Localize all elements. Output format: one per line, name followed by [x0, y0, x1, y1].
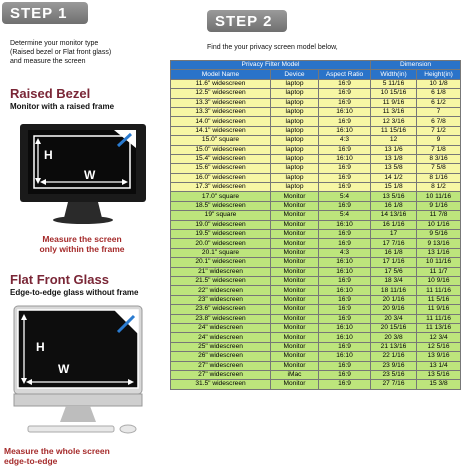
- width-cell: 20 1/16: [371, 295, 417, 304]
- intro-text: Determine your monitor type (Raised bezel or Flat front glass) and measure the screen: [10, 40, 112, 65]
- width-cell: 10 15/16: [371, 89, 417, 98]
- table-row: [171, 333, 461, 342]
- raised-height-label: H: [44, 148, 53, 162]
- table-row: [171, 145, 461, 154]
- aspect-ratio-cell: 5:4: [319, 192, 371, 201]
- table-row: [171, 117, 461, 126]
- device-cell: laptop: [271, 164, 319, 173]
- device-cell: laptop: [271, 183, 319, 192]
- width-cell: 5 11/16: [371, 79, 417, 88]
- aspect-ratio-cell: 16:9: [319, 79, 371, 88]
- aspect-ratio-cell: 16:10: [319, 323, 371, 332]
- width-cell: 17: [371, 230, 417, 239]
- table-row: [171, 183, 461, 192]
- flat-width-label: W: [58, 362, 70, 376]
- device-cell: Monitor: [271, 314, 319, 323]
- device-cell: Monitor: [271, 323, 319, 332]
- model-name-cell: 14.0" widescreen: [171, 117, 271, 126]
- aspect-ratio-cell: 4:3: [319, 248, 371, 257]
- height-cell: 9 1/16: [417, 201, 461, 210]
- model-name-cell: 12.5" widescreen: [171, 89, 271, 98]
- aspect-ratio-cell: 16:10: [319, 154, 371, 163]
- width-cell: 23 5/16: [371, 370, 417, 379]
- height-cell: 6 7/8: [417, 117, 461, 126]
- width-cell: 16 1/8: [371, 248, 417, 257]
- device-cell: Monitor: [271, 201, 319, 210]
- device-cell: Monitor: [271, 192, 319, 201]
- table-row: [171, 295, 461, 304]
- height-cell: 8 1/16: [417, 173, 461, 182]
- aspect-ratio-cell: 16:9: [319, 201, 371, 210]
- device-cell: Monitor: [271, 220, 319, 229]
- model-name-cell: 27" widescreen: [171, 361, 271, 370]
- width-cell: 14 13/16: [371, 211, 417, 220]
- device-cell: Monitor: [271, 286, 319, 295]
- dimension-group-header: Dimension: [371, 61, 461, 70]
- width-cell: 16 1/16: [371, 220, 417, 229]
- table-row: [171, 352, 461, 361]
- height-cell: 8 1/2: [417, 183, 461, 192]
- width-cell: 12: [371, 136, 417, 145]
- aspect-ratio-cell: 16:9: [319, 305, 371, 314]
- width-cell: 17 7/16: [371, 239, 417, 248]
- height-cell: 9 13/16: [417, 239, 461, 248]
- height-cell: 10 11/16: [417, 192, 461, 201]
- step1-badge: STEP 1: [2, 2, 88, 24]
- table-row: [171, 201, 461, 210]
- model-name-cell: 27" widescreen: [171, 370, 271, 379]
- device-cell: Monitor: [271, 248, 319, 257]
- table-row: [171, 98, 461, 107]
- model-name-cell: 21.5" widescreen: [171, 276, 271, 285]
- width-cell: 20 9/16: [371, 305, 417, 314]
- aspect-ratio-cell: 16:9: [319, 276, 371, 285]
- height-cell: 9: [417, 136, 461, 145]
- device-cell: Monitor: [271, 295, 319, 304]
- table-row: [171, 79, 461, 88]
- table-row: [171, 342, 461, 351]
- model-name-cell: 15.6" widescreen: [171, 164, 271, 173]
- height-cell: 7 1/2: [417, 126, 461, 135]
- table-row: [171, 211, 461, 220]
- model-name-cell: 23.6" widescreen: [171, 305, 271, 314]
- table-row: [171, 164, 461, 173]
- model-name-cell: 20.1" square: [171, 248, 271, 257]
- width-cell: 12 3/16: [371, 117, 417, 126]
- model-name-cell: 19.0" widescreen: [171, 220, 271, 229]
- model-name-cell: 15.0" widescreen: [171, 145, 271, 154]
- aspect-ratio-cell: 16:9: [319, 98, 371, 107]
- device-cell: laptop: [271, 126, 319, 135]
- device-cell: laptop: [271, 89, 319, 98]
- col-aspect-ratio: Aspect Ratio: [319, 70, 371, 79]
- width-cell: 14 1/2: [371, 173, 417, 182]
- device-cell: laptop: [271, 136, 319, 145]
- device-cell: laptop: [271, 117, 319, 126]
- table-row: [171, 258, 461, 267]
- model-name-cell: 17.0" square: [171, 192, 271, 201]
- table-row: [171, 370, 461, 379]
- aspect-ratio-cell: 16:9: [319, 380, 371, 389]
- model-group-header: Privacy Filter Model: [171, 61, 371, 70]
- device-cell: Monitor: [271, 276, 319, 285]
- model-name-cell: 11.6" widescreen: [171, 79, 271, 88]
- model-name-cell: 24" widescreen: [171, 333, 271, 342]
- model-name-cell: 13.3" widescreen: [171, 98, 271, 107]
- width-cell: 18 3/4: [371, 276, 417, 285]
- table-row: [171, 267, 461, 276]
- width-cell: 22 1/16: [371, 352, 417, 361]
- model-name-cell: 18.5" widescreen: [171, 201, 271, 210]
- model-name-cell: 31.5" widescreen: [171, 380, 271, 389]
- table-row: [171, 192, 461, 201]
- width-cell: 13 1/8: [371, 154, 417, 163]
- table-row: [171, 276, 461, 285]
- aspect-ratio-cell: 16:9: [319, 117, 371, 126]
- table-body: [171, 79, 461, 389]
- height-cell: 11 11/16: [417, 286, 461, 295]
- aspect-ratio-cell: 16:9: [319, 230, 371, 239]
- height-cell: 7: [417, 107, 461, 116]
- table-row: [171, 305, 461, 314]
- model-name-cell: 19.5" widescreen: [171, 230, 271, 239]
- aspect-ratio-cell: 16:9: [319, 295, 371, 304]
- height-cell: 7 5/8: [417, 164, 461, 173]
- width-cell: 18 11/16: [371, 286, 417, 295]
- width-cell: 23 9/16: [371, 361, 417, 370]
- width-cell: 13 5/16: [371, 192, 417, 201]
- device-cell: Monitor: [271, 305, 319, 314]
- table-row: [171, 361, 461, 370]
- table-row: [171, 323, 461, 332]
- raised-bezel-monitor-illustration: [18, 122, 148, 228]
- step2-badge: STEP 2: [207, 10, 287, 32]
- table-row: [171, 126, 461, 135]
- width-cell: 15 1/8: [371, 183, 417, 192]
- height-cell: 10 11/16: [417, 258, 461, 267]
- find-model-text: Find the your privacy screen model below,: [207, 44, 338, 51]
- table-row: [171, 286, 461, 295]
- width-cell: 11 15/16: [371, 126, 417, 135]
- width-cell: 16 1/8: [371, 201, 417, 210]
- height-cell: 13 5/16: [417, 370, 461, 379]
- model-name-cell: 17.3" widescreen: [171, 183, 271, 192]
- table-row: [171, 220, 461, 229]
- device-cell: laptop: [271, 145, 319, 154]
- aspect-ratio-cell: 16:10: [319, 286, 371, 295]
- device-cell: laptop: [271, 154, 319, 163]
- raised-bezel-caption: Measure the screen only within the frame: [39, 234, 125, 254]
- model-name-cell: 19" square: [171, 211, 271, 220]
- aspect-ratio-cell: 16:10: [319, 107, 371, 116]
- aspect-ratio-cell: 16:10: [319, 258, 371, 267]
- height-cell: 13 9/16: [417, 352, 461, 361]
- aspect-ratio-cell: 16:9: [319, 239, 371, 248]
- width-cell: 11 3/16: [371, 107, 417, 116]
- model-name-cell: 26" widescreen: [171, 352, 271, 361]
- device-cell: Monitor: [271, 267, 319, 276]
- height-cell: 11 7/8: [417, 211, 461, 220]
- height-cell: 13 1/4: [417, 361, 461, 370]
- raised-width-label: W: [84, 168, 96, 182]
- device-cell: Monitor: [271, 342, 319, 351]
- model-name-cell: 24" widescreen: [171, 323, 271, 332]
- height-cell: 12 3/4: [417, 333, 461, 342]
- width-cell: 21 13/16: [371, 342, 417, 351]
- model-name-cell: 21" widescreen: [171, 267, 271, 276]
- width-cell: 13 1/6: [371, 145, 417, 154]
- table-row: [171, 107, 461, 116]
- col-height: Height(in): [417, 70, 461, 79]
- height-cell: 10 1/8: [417, 79, 461, 88]
- height-cell: 11 13/16: [417, 323, 461, 332]
- height-cell: 11 5/16: [417, 295, 461, 304]
- height-cell: 8 3/16: [417, 154, 461, 163]
- table-row: [171, 89, 461, 98]
- width-cell: 20 3/4: [371, 314, 417, 323]
- aspect-ratio-cell: 16:9: [319, 342, 371, 351]
- model-name-cell: 15.0" square: [171, 136, 271, 145]
- device-cell: Monitor: [271, 230, 319, 239]
- aspect-ratio-cell: 16:9: [319, 164, 371, 173]
- width-cell: 13 5/8: [371, 164, 417, 173]
- flat-glass-title: Flat Front Glass: [10, 272, 109, 287]
- aspect-ratio-cell: 16:9: [319, 89, 371, 98]
- aspect-ratio-cell: 16:9: [319, 145, 371, 154]
- aspect-ratio-cell: 4:3: [319, 136, 371, 145]
- device-cell: laptop: [271, 107, 319, 116]
- table-row: [171, 136, 461, 145]
- width-cell: 17 1/16: [371, 258, 417, 267]
- aspect-ratio-cell: 16:9: [319, 370, 371, 379]
- model-name-cell: 13.3" widescreen: [171, 107, 271, 116]
- width-cell: 20 15/16: [371, 323, 417, 332]
- height-cell: 15 3/8: [417, 380, 461, 389]
- height-cell: 7 1/8: [417, 145, 461, 154]
- device-cell: laptop: [271, 98, 319, 107]
- width-cell: 11 9/16: [371, 98, 417, 107]
- device-cell: laptop: [271, 173, 319, 182]
- device-cell: laptop: [271, 79, 319, 88]
- height-cell: 11 11/16: [417, 314, 461, 323]
- height-cell: 6 1/8: [417, 89, 461, 98]
- col-model-name: Model Name: [171, 70, 271, 79]
- device-cell: Monitor: [271, 239, 319, 248]
- height-cell: 11 1/7: [417, 267, 461, 276]
- width-cell: 20 3/8: [371, 333, 417, 342]
- device-cell: Monitor: [271, 352, 319, 361]
- aspect-ratio-cell: 16:10: [319, 126, 371, 135]
- height-cell: 9 5/16: [417, 230, 461, 239]
- col-device: Device: [271, 70, 319, 79]
- height-cell: 12 5/16: [417, 342, 461, 351]
- aspect-ratio-cell: 16:10: [319, 267, 371, 276]
- height-cell: 10 1/16: [417, 220, 461, 229]
- flat-height-label: H: [36, 340, 45, 354]
- width-cell: 27 7/16: [371, 380, 417, 389]
- device-cell: Monitor: [271, 361, 319, 370]
- height-cell: 10 9/16: [417, 276, 461, 285]
- aspect-ratio-cell: 16:10: [319, 333, 371, 342]
- flat-glass-caption: Measure the whole screen edge-to-edge: [4, 446, 110, 466]
- device-cell: Monitor: [271, 380, 319, 389]
- device-cell: Monitor: [271, 211, 319, 220]
- height-cell: 6 1/2: [417, 98, 461, 107]
- table-row: [171, 230, 461, 239]
- col-width: Width(in): [371, 70, 417, 79]
- device-cell: Monitor: [271, 258, 319, 267]
- privacy-filter-table: [170, 60, 461, 390]
- model-name-cell: 20.0" widescreen: [171, 239, 271, 248]
- height-cell: 13 1/16: [417, 248, 461, 257]
- width-cell: 17 5/6: [371, 267, 417, 276]
- table-row: [171, 380, 461, 389]
- aspect-ratio-cell: 16:9: [319, 314, 371, 323]
- model-name-cell: 23" widescreen: [171, 295, 271, 304]
- model-name-cell: 15.4" widescreen: [171, 154, 271, 163]
- aspect-ratio-cell: 16:9: [319, 173, 371, 182]
- aspect-ratio-cell: 16:10: [319, 220, 371, 229]
- model-name-cell: 25" widescreen: [171, 342, 271, 351]
- flat-glass-monitor-illustration: [10, 304, 150, 436]
- model-name-cell: 16.0" widescreen: [171, 173, 271, 182]
- aspect-ratio-cell: 16:10: [319, 352, 371, 361]
- device-cell: iMac: [271, 370, 319, 379]
- model-name-cell: 22" widescreen: [171, 286, 271, 295]
- table-row: [171, 154, 461, 163]
- table-row: [171, 173, 461, 182]
- table-row: [171, 248, 461, 257]
- aspect-ratio-cell: 16:9: [319, 183, 371, 192]
- height-cell: 11 9/16: [417, 305, 461, 314]
- aspect-ratio-cell: 5:4: [319, 211, 371, 220]
- model-name-cell: 14.1" widescreen: [171, 126, 271, 135]
- model-name-cell: 20.1" widescreen: [171, 258, 271, 267]
- device-cell: Monitor: [271, 333, 319, 342]
- flat-glass-subtitle: Edge-to-edge glass without frame: [10, 288, 139, 297]
- raised-bezel-subtitle: Monitor with a raised frame: [10, 102, 115, 111]
- raised-bezel-title: Raised Bezel: [10, 86, 91, 101]
- table-row: [171, 239, 461, 248]
- model-name-cell: 23.8" widescreen: [171, 314, 271, 323]
- table-row: [171, 314, 461, 323]
- aspect-ratio-cell: 16:9: [319, 361, 371, 370]
